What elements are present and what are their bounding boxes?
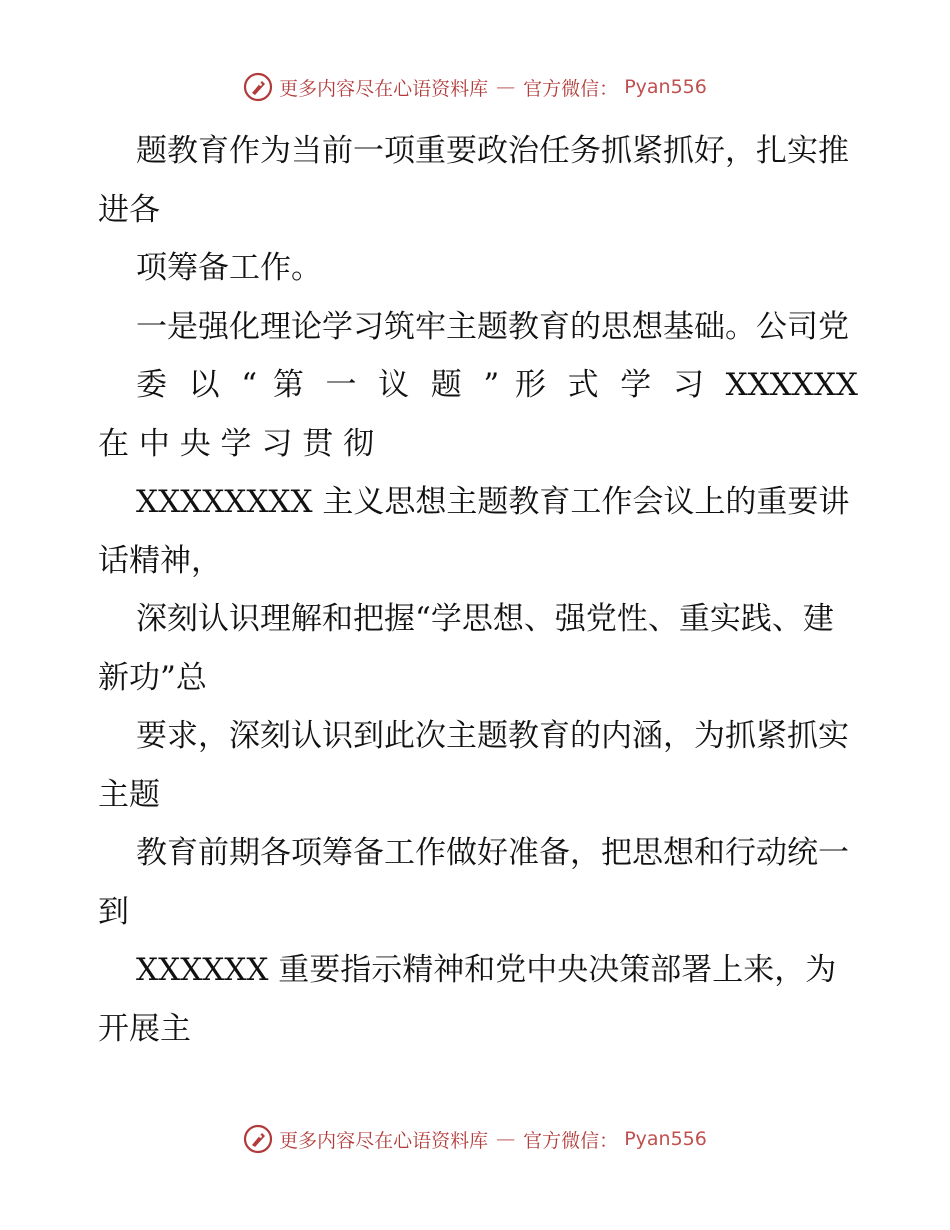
watermark-wechat-label: 官方微信： [523,77,619,100]
paragraph-8: 教育前期各项筹备工作做好准备，把思想和行动统一到 [98,835,849,930]
watermark-separator: — [496,1128,516,1150]
document-body [98,122,858,1058]
paragraph-9: XXXXXX 重要指示精神和党中央决策部署上来，为开展主 [98,952,837,1047]
footer-watermark [0,1124,950,1154]
paragraph-7: 要求，深刻认识到此次主题教育的内涵，为抓紧抓实主题 [98,718,849,813]
header-watermark [0,72,950,102]
pen-nib-icon [243,72,273,102]
paragraph-3: 一是强化理论学习筑牢主题教育的思想基础。公司党 [136,308,849,345]
watermark-wechat-id: Pyan556 [624,76,707,98]
paragraph-2: 项筹备工作。 [136,250,322,286]
watermark-text-cn: 更多内容尽在心语资料库 [279,77,489,100]
pen-nib-icon [243,1124,273,1154]
watermark-separator: — [496,76,516,98]
paragraph-5: XXXXXXXX 主义思想主题教育工作会议上的重要讲话精神， [98,484,850,579]
watermark-wechat-id: Pyan556 [624,1128,707,1150]
paragraph-6: 深刻认识理解和把握“学思想、强党性、重实践、建新功”总 [98,601,834,696]
paragraph-4-continued: 在 中 央 学 习 贯 彻 [98,425,375,462]
watermark-wechat-label: 官方微信： [523,1129,619,1152]
paragraph-4: 委 以 “ 第 一 议 题 ” 形 式 学 习 XXXXXX [136,367,858,403]
paragraph-1: 题教育作为当前一项重要政治任务抓紧抓好，扎实推进各 [98,133,849,228]
watermark-text-cn: 更多内容尽在心语资料库 [279,1129,489,1152]
